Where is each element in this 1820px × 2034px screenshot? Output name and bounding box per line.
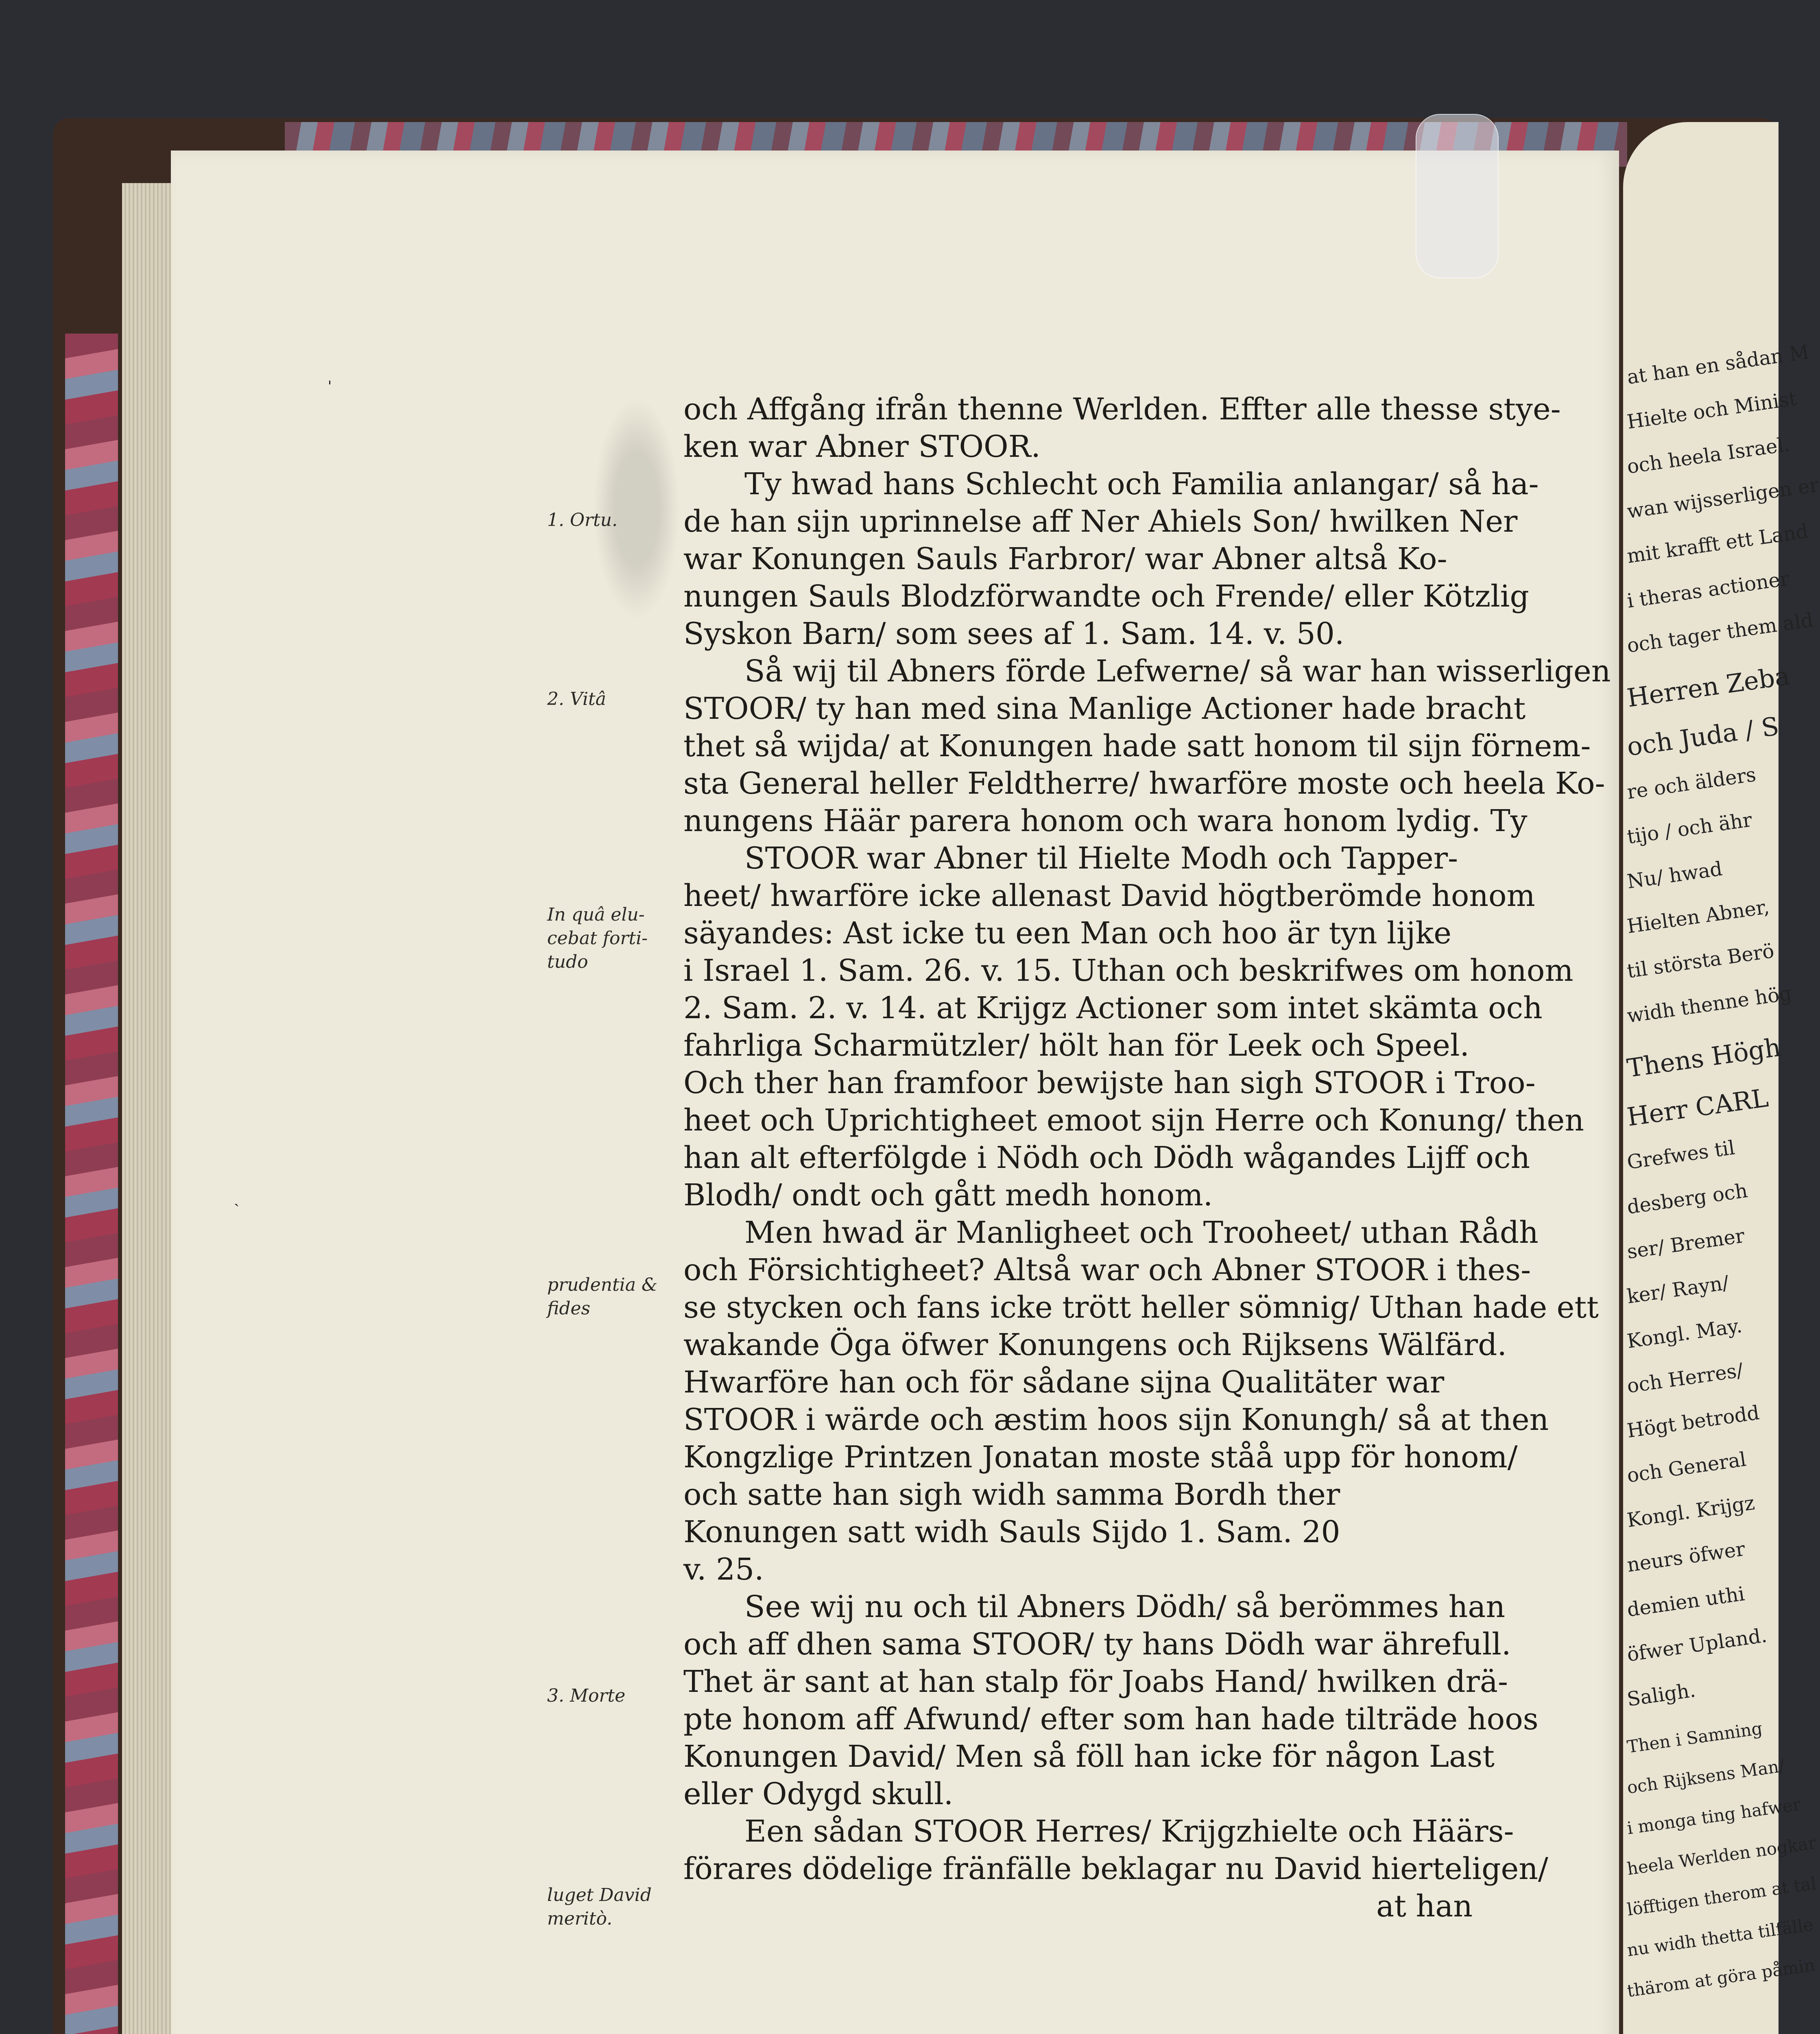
- right-page-line: Kongl. May.: [1626, 1314, 1744, 1353]
- right-page-line: och Rijksens Man/: [1626, 1755, 1786, 1798]
- text-line: STOOR/ ty han med sina Manlige Actioner hade bracht: [683, 691, 1526, 726]
- text-line: Och ther han framfoor bewijste han sigh STOOR i Troo-: [683, 1065, 1536, 1100]
- text-line: och Försichtigheet? Altså war och Abner STOOR i thes-: [683, 1253, 1531, 1288]
- right-page-line: Hielte och Minist: [1626, 387, 1798, 434]
- right-page-line: heela Werlden nogkar: [1626, 1833, 1818, 1879]
- right-page-line: ker/ Rayn/: [1626, 1271, 1731, 1308]
- right-page-line: til största Berö: [1626, 939, 1776, 983]
- text-line: pte honom aff Afwund/ efter som han hade tilträde hoos: [683, 1702, 1538, 1737]
- right-page-line: löfftigen therom at tal: [1626, 1873, 1818, 1920]
- right-page-line: widh thenne hög: [1626, 982, 1793, 1028]
- right-page-line: desberg och: [1626, 1179, 1749, 1219]
- text-line: se stycken och fans icke trött heller sömnig/ Uthan hade ett: [683, 1290, 1599, 1325]
- right-page-line: demien uthi: [1626, 1582, 1746, 1622]
- right-page-line: och Herres/: [1626, 1359, 1745, 1398]
- right-page-line: Hielten Abner,: [1626, 895, 1771, 938]
- top-page-clip: [1416, 114, 1499, 278]
- text-line: heet och Uprichtigheet emoot sijn Herre och Konung/ then: [683, 1103, 1584, 1138]
- text-line: eller Odygd skull.: [683, 1776, 954, 1811]
- text-line: Syskon Barn/ som sees af 1. Sam. 14. v. 50.: [683, 616, 1344, 651]
- text-line: och aff dhen sama STOOR/ ty hans Dödh war ährefull.: [683, 1627, 1511, 1662]
- right-page-line: ser/ Bremer: [1626, 1224, 1746, 1264]
- right-page-line: re och älders: [1626, 763, 1758, 804]
- text-line: nungen Sauls Blodzförwandte och Frende/ eller Kötzlig: [683, 579, 1529, 614]
- text-line: Konungen David/ Men så föll han icke för någon Last: [683, 1739, 1495, 1774]
- text-line: Kongzlige Printzen Jonatan moste ståå upp för honom/: [683, 1440, 1518, 1475]
- text-line: Konungen satt widh Sauls Sijdo 1. Sam. 20: [683, 1515, 1340, 1550]
- text-line: Men hwad är Manligheet och Trooheet/ uthan Rådh: [744, 1215, 1538, 1250]
- right-page-line: öfwer Upland.: [1626, 1624, 1768, 1666]
- text-line: förares dödelige fränfälle beklagar nu David hierteligen/: [683, 1851, 1548, 1886]
- right-page-line: at han en sådan M: [1626, 340, 1811, 389]
- text-line: Een sådan STOOR Herres/ Krijgzhielte och Häärs-: [744, 1814, 1514, 1849]
- text-line: thet så wijda/ at Konungen hade satt honom til sijn förnem-: [683, 729, 1591, 764]
- right-page-line: i theras actioner: [1626, 567, 1791, 613]
- right-page-line: Thens Högh: [1625, 1032, 1783, 1083]
- right-page-line: tijo / och ähr: [1626, 808, 1754, 849]
- catchword: at han: [1376, 1889, 1473, 1924]
- right-page-line: neurs öfwer: [1626, 1537, 1747, 1577]
- main-text-block: [683, 391, 1611, 1925]
- text-line: nungens Häär parera honom och wara honom lydig. Ty: [683, 803, 1528, 838]
- margin-note-vita: 2. Vitâ: [547, 689, 606, 709]
- text-line: war Konungen Sauls Farbror/ war Abner altså Ko-: [683, 541, 1447, 576]
- right-page-line: Herren Zeba: [1625, 661, 1792, 713]
- text-line: i Israel 1. Sam. 26. v. 15. Uthan och beskrifwes om honom: [683, 953, 1573, 988]
- text-line: heet/ hwarföre icke allenast David högtberömde honom: [683, 878, 1535, 913]
- text-line: wakande Öga öfwer Konungens och Rijksens Wälfärd.: [683, 1327, 1507, 1362]
- text-line: och Affgång ifrån thenne Werlden. Effter alle thesse stye-: [683, 392, 1561, 427]
- right-page-line: i monga ting hafwer: [1626, 1794, 1802, 1838]
- text-line: ken war Abner STOOR.: [683, 429, 1041, 464]
- text-line: och satte han sigh widh samma Bordh ther: [683, 1477, 1340, 1512]
- text-line: See wij nu och til Abners Dödh/ så berömmes han: [744, 1589, 1506, 1624]
- right-page-line: Grefwes til: [1626, 1136, 1737, 1174]
- margin-note-morte: 3. Morte: [547, 1685, 626, 1706]
- right-page-line: wan wijsserligen er: [1626, 474, 1820, 523]
- text-line: Blodh/ ondt och gått medh honom.: [683, 1178, 1213, 1213]
- text-line: 2. Sam. 2. v. 14. at Krijgz Actioner som intet skämta och: [683, 991, 1543, 1026]
- text-line: STOOR war Abner til Hielte Modh och Tapper-: [744, 841, 1458, 876]
- marbled-edge-left: [65, 334, 118, 2034]
- ink-mark: ˈ: [327, 378, 332, 397]
- right-page-line: Then i Samning: [1626, 1718, 1764, 1757]
- text-line: Hwarföre han och för sådane sijna Qualitäter war: [683, 1365, 1445, 1400]
- text-line: Thet är sant at han stalp för Joabs Hand/ hwilken drä-: [683, 1664, 1508, 1699]
- right-page-line: thärom at göra påmin: [1626, 1955, 1816, 2001]
- right-page-line: Saligh.: [1626, 1678, 1697, 1711]
- right-page-line: och General: [1626, 1448, 1748, 1487]
- right-page-line: Nu/ hwad: [1626, 857, 1724, 893]
- text-line: de han sijn uprinnelse aff Ner Ahiels Son/ hwilken Ner: [683, 504, 1518, 539]
- margin-note-ortu: 1. Ortu.: [547, 510, 618, 530]
- margin-note-luget: luget David meritò.: [547, 1885, 652, 1929]
- right-page-line: och tager them ald: [1626, 609, 1815, 657]
- right-page-line: Herr CARL: [1625, 1082, 1770, 1132]
- right-page-line: Högt betrodd: [1626, 1401, 1761, 1443]
- right-page-line: och heela Israel.: [1626, 433, 1792, 478]
- text-line: Ty hwad hans Schlecht och Familia anlangar/ så ha-: [744, 467, 1539, 502]
- text-line: han alt efterfölgde i Nödh och Dödh wågandes Lijff och: [683, 1140, 1530, 1175]
- right-page-line: mit krafft ett Land: [1626, 519, 1810, 568]
- margin-note-prudentia: prudentia & fides: [547, 1275, 658, 1319]
- text-line: Så wij til Abners förde Lefwerne/ så war han wisserligen: [744, 654, 1611, 689]
- text-line: v. 25.: [683, 1552, 764, 1587]
- ink-mark: ˏ: [234, 1188, 240, 1207]
- text-line: säyandes: Ast icke tu een Man och hoo är tyn lijke: [683, 916, 1452, 951]
- right-page-line: nu widh thetta tilfälle: [1626, 1914, 1815, 1960]
- text-line: sta General heller Feldtherre/ hwarföre moste och heela Ko-: [683, 766, 1605, 801]
- text-line: fahrliga Scharmützler/ hölt han för Leek och Speel.: [683, 1028, 1470, 1063]
- right-page-line: och Juda / S: [1625, 711, 1781, 762]
- right-page-line: Kongl. Krijgz: [1626, 1491, 1756, 1532]
- text-line: STOOR i wärde och æstim hoos sijn Konungh/ så at then: [683, 1402, 1549, 1437]
- margin-note-fortitudo: In quâ elu- cebat forti- tudo: [547, 904, 648, 972]
